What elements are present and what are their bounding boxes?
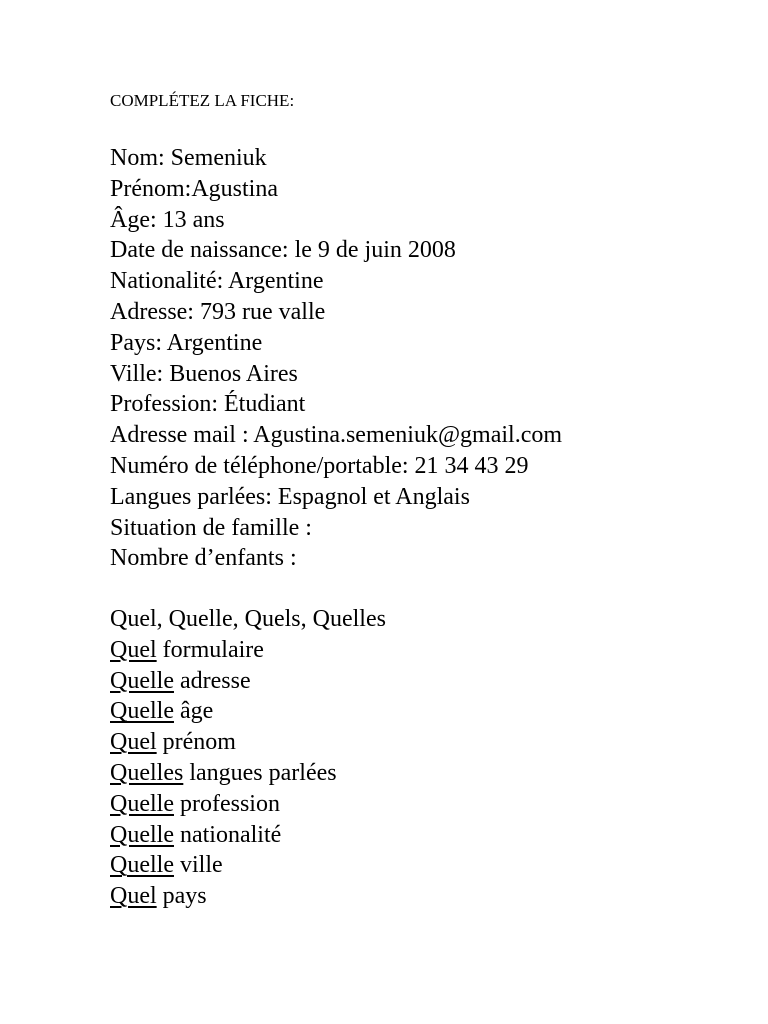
noun: ville bbox=[173, 852, 223, 879]
determiner: Quelle bbox=[110, 790, 174, 817]
fiche-fields bbox=[110, 143, 562, 574]
determiner: Quelle bbox=[110, 821, 174, 848]
quel-title: Quel, Quelle, Quels, Quelles bbox=[110, 606, 386, 632]
field-profession: Profession: Étudiant bbox=[110, 391, 306, 418]
determiner: Quel bbox=[110, 636, 157, 663]
noun: pays bbox=[156, 883, 207, 910]
determiner: Quelle bbox=[110, 852, 174, 879]
determiner: Quel bbox=[110, 729, 157, 756]
quel-item bbox=[110, 881, 386, 912]
field-ville: Ville: Buenos Aires bbox=[110, 360, 298, 387]
determiner: Quelle bbox=[110, 667, 174, 694]
noun: formulaire bbox=[156, 636, 264, 663]
field-nationalite: Nationalité: Argentine bbox=[110, 268, 324, 295]
noun: prénom bbox=[156, 729, 236, 756]
determiner: Quelles bbox=[110, 759, 184, 786]
quel-item bbox=[110, 789, 386, 820]
field-prenom: Prénom:Agustina bbox=[110, 175, 278, 202]
determiner: Quelle bbox=[110, 698, 174, 725]
noun: langues parlées bbox=[183, 759, 337, 786]
field-situation-famille: Situation de famille : bbox=[110, 514, 312, 541]
noun: âge bbox=[173, 698, 214, 725]
field-adresse: Adresse: 793 rue valle bbox=[110, 298, 326, 325]
noun: adresse bbox=[173, 667, 251, 694]
quel-item bbox=[110, 635, 386, 666]
noun: nationalité bbox=[173, 821, 282, 848]
quel-item bbox=[110, 850, 386, 881]
page-heading: COMPLÉTEZ LA FICHE: bbox=[110, 91, 295, 110]
quel-item bbox=[110, 758, 386, 789]
field-langues: Langues parlées: Espagnol et Anglais bbox=[110, 483, 470, 510]
quel-item bbox=[110, 820, 386, 851]
noun: profession bbox=[173, 790, 280, 817]
field-date-naissance: Date de naissance: le 9 de juin 2008 bbox=[110, 237, 456, 264]
field-pays: Pays: Argentine bbox=[110, 329, 263, 356]
quel-item bbox=[110, 666, 386, 697]
field-nom: Nom: Semeniuk bbox=[110, 145, 267, 171]
field-nombre-enfants: Nombre d’enfants : bbox=[110, 545, 297, 572]
field-telephone: Numéro de téléphone/portable: 21 34 43 29 bbox=[110, 452, 529, 479]
quel-item bbox=[110, 727, 386, 758]
field-age: Âge: 13 ans bbox=[110, 206, 225, 233]
quel-item bbox=[110, 696, 386, 727]
determiner: Quel bbox=[110, 883, 157, 910]
field-adresse-mail: Adresse mail : Agustina.semeniuk@gmail.com bbox=[110, 422, 563, 449]
quel-exercise bbox=[110, 604, 386, 912]
